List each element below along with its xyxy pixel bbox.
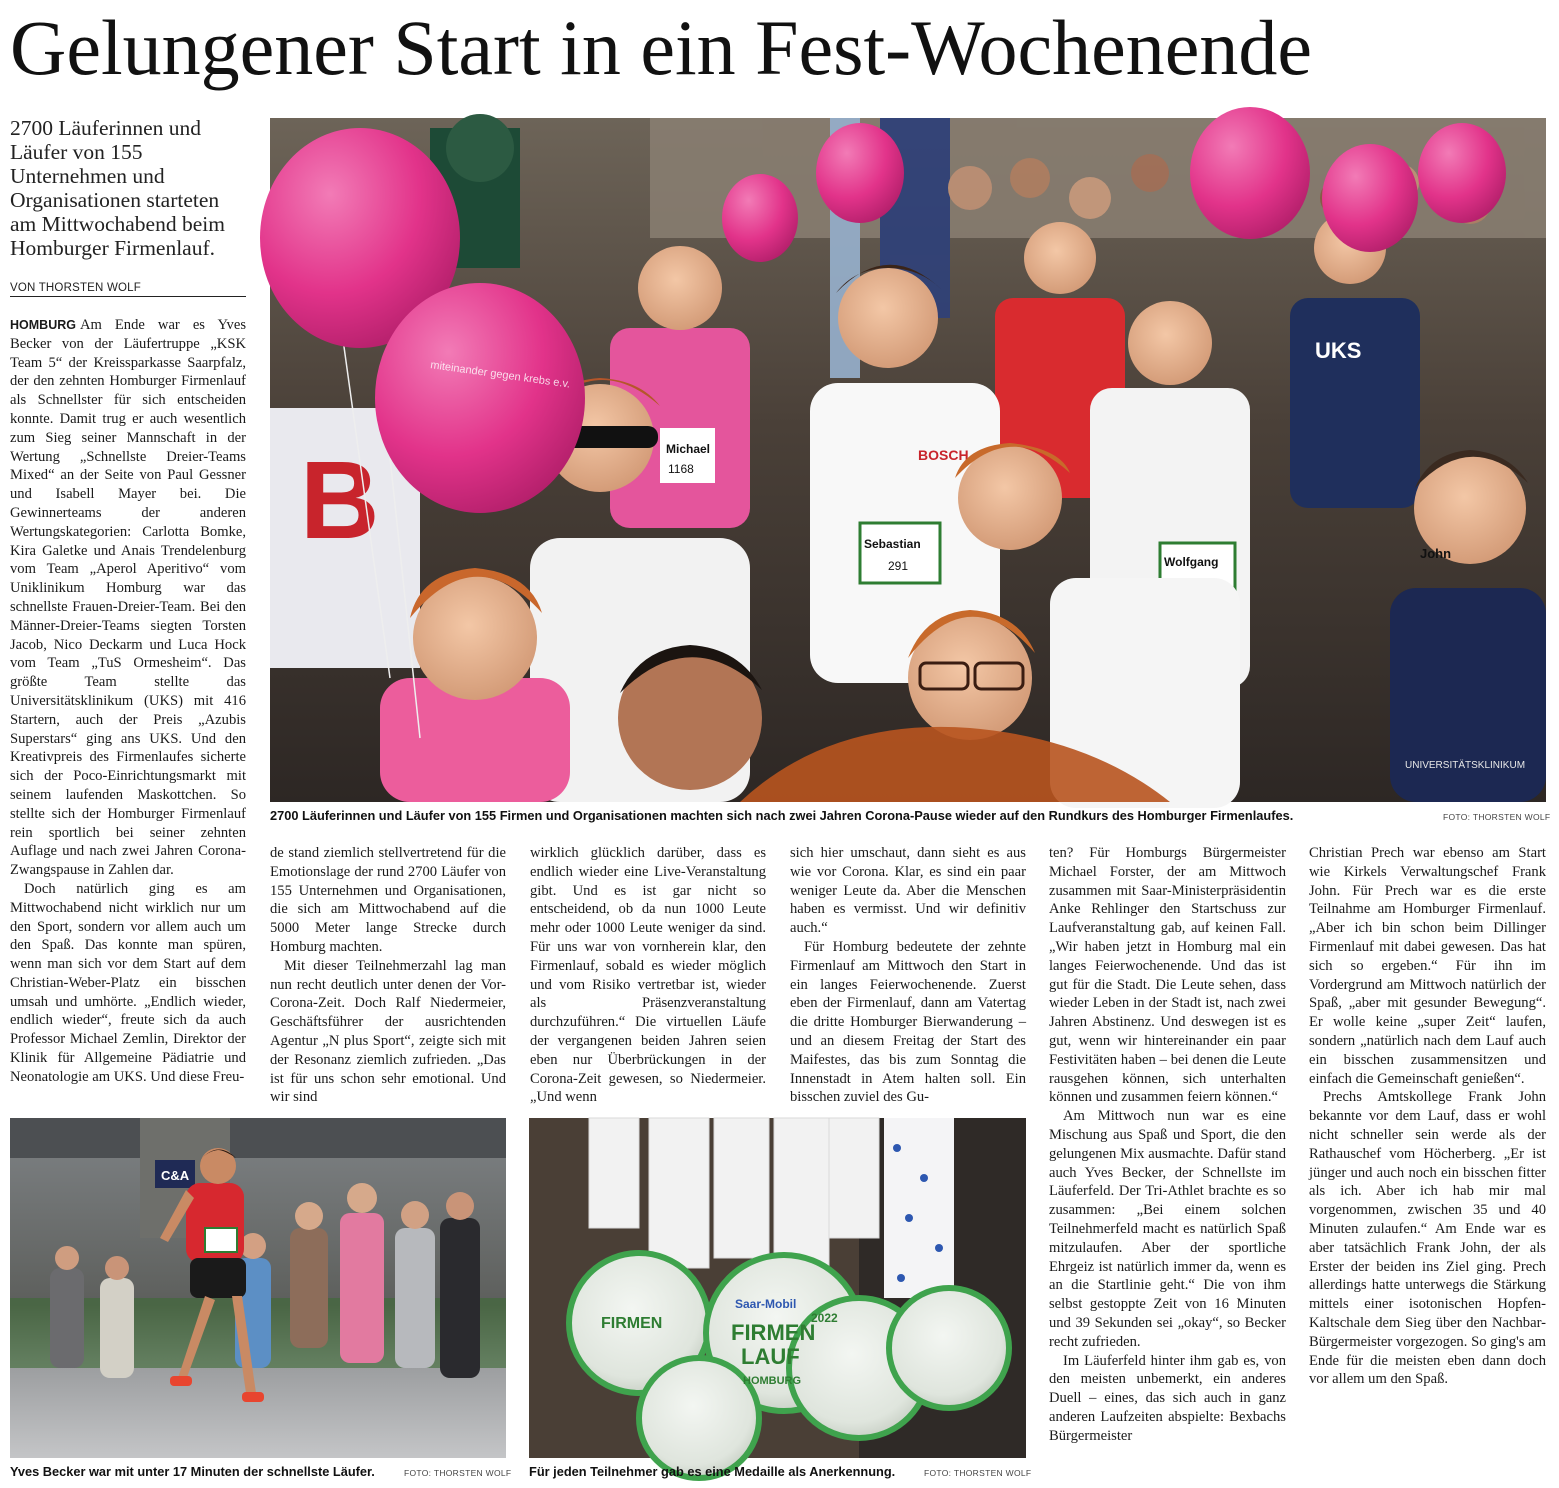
main-photo-caption: 2700 Läuferinnen und Läufer von 155 Firmen und Organisationen machten sich nach zwei Jahren Corona-Pause wieder auf den Rundkurs des Homburger Firmenlaufes. bbox=[270, 808, 1294, 823]
article-column-1 bbox=[10, 316, 246, 1112]
medal-line-1: FIRMEN bbox=[601, 1315, 663, 1332]
shirt-text-bosch: BOSCH bbox=[918, 447, 969, 463]
shirt-text-uni: UNIVERSITÄTSKLINIKUM bbox=[1405, 760, 1526, 771]
bib-name: Michael bbox=[666, 442, 711, 456]
paragraph: Im Läuferfeld hinter ihm gab es, von den meisten unbemerkt, ein anderes Duell – eines, das sich auch in ganz anderen Laufzeiten abspielte: Bexbachs Bürgermeister bbox=[1049, 1352, 1286, 1444]
runner-photo-caption: Yves Becker war mit unter 17 Minuten der schnellste Läufer. bbox=[10, 1464, 375, 1479]
medal-brand: Saar-Mobil bbox=[735, 1297, 797, 1311]
byline: VON THORSTEN WOLF bbox=[10, 282, 246, 297]
runner-photo bbox=[10, 1118, 506, 1458]
headline: Gelungener Start in ein Fest-Wochenende bbox=[10, 4, 1312, 91]
paragraph: Mit dieser Teilnehmerzahl lag man nun recht deutlich unter denen der Vor-Corona-Zeit. Doch Ralf Niedermeier, Geschäftsführer der ausrichtenden Agentur „N plus Sport“, zeigte sich mit der Resonanz ziemlich zufrieden. „Das ist für uns schon sehr emotional. Und wir sind bbox=[270, 957, 506, 1106]
main-photo bbox=[270, 118, 1546, 802]
lead-text: 2700 Läuferinnen und Läufer von 155 Unternehmen und Organisationen starteten am Mittwochabend beim Homburger Firmenlauf. bbox=[10, 116, 225, 260]
medals-photo bbox=[529, 1118, 1026, 1458]
medal-line-2: LAUF bbox=[741, 1344, 800, 1369]
bib-name: John bbox=[1420, 546, 1452, 561]
paragraph: Prechs Amtskollege Frank John bekannte vor dem Lauf, dass er wohl nicht schneller sein werde als der Rathauschef vom Höcherberg. „Er ist jünger und auch noch ein bisschen fitter als ich. Aber ich hab mir mal vorgenommen, zwischen 35 und 40 Minuten zulaufen.“ Am Ende war es aber tatsächlich Frank John, der als Erster der beiden ins Ziel ging. Prech allerdings hatte unterwegs die Stärkung mittels einer isotonischen Hopfen-Kaltschale dem Sieg über den Nachbar-Bürgermeister vorgezogen. So ging's am Ende für die meisten eben dann doch vor allem um den Spaß. bbox=[1309, 1089, 1546, 1388]
main-photo-credit: FOTO: THORSTEN WOLF bbox=[1443, 812, 1551, 822]
banner-text: B bbox=[300, 439, 380, 562]
bib-name: Sebastian bbox=[864, 537, 921, 551]
bib-name: Wolfgang bbox=[1164, 555, 1219, 569]
paragraph: Doch natürlich ging es am Mittwochabend nicht wirklich nur um den Sport, sondern vor allem auch um den Spaß. Das konnte man spüren, wenn man sich vor dem Start auf dem Christian-Weber-Platz ein bisschen umsah und umhörte. „Endlich wieder, endlich wieder“, freute sich da auch Professor Michael Zemlin, Direktor der Klinik für Allgemeine Pädiatrie und Neonatologie am UKS. Und diese Freu- bbox=[10, 880, 246, 1085]
medals-photo-credit: FOTO: THORSTEN WOLF bbox=[924, 1468, 1032, 1478]
bib-number: 291 bbox=[888, 559, 909, 573]
paragraph: Am Mittwoch nun war es eine Mischung aus Spaß und Sport, die den gelungenen Mix ausmachte. Dafür stand auch Yves Becker, der Schnellste im Läuferfeld. Der Tri-Athlet brachte es so zusammen: „Bei einem solchen Teilnehmerfeld macht es natürlich Spaß mitzulaufen. Aber der sportliche Ehrgeiz ist natürlich immer da, wenn es an die Startlinie geht.“ Die von ihm selbst gestoppte Zeit von 16 Minuten und 39 Sekunden sei „okay“, so Becker recht zufrieden. bbox=[1049, 1108, 1286, 1350]
shirt-text-uks: UKS bbox=[1315, 338, 1362, 363]
medal-city: HOMBURG bbox=[743, 1375, 802, 1387]
medal-line-1: FIRMEN bbox=[731, 1320, 816, 1345]
paragraph: Für Homburg bedeutete der zehnte Firmenlauf am Mittwoch den Start in ein langes Feierwochenende. Zuerst eben der Firmenlauf, dann am Vatertag die dritte Homburger Bierwanderung – und an diesem Freitag der Start des Maifestes, das bis zum Sonntag die Innenstadt in Atem halten soll. Ein bisschen zuviel des Gu- bbox=[790, 938, 1026, 1106]
bib-number: 1168 bbox=[668, 462, 694, 476]
article-column-2 bbox=[270, 844, 506, 1106]
medal-year: 2022 bbox=[811, 1311, 838, 1325]
article-column-3 bbox=[530, 844, 766, 1106]
medals-photo-caption: Für jeden Teilnehmer gab es eine Medaille als Anerkennung. bbox=[529, 1464, 896, 1479]
paragraph: ten? Für Homburgs Bürgermeister Michael Forster, der am Mittwoch zusammen mit Saar-Ministerpräsidentin Anke Rehlinger den Startschuss zur Laufveranstaltung gab, auf keinen Fall. „Wir haben jetzt in Homburg mal ein langes Feierwochenende. Und das ist gut für die Stadt. Die Leute sehen, dass wieder Leben in der Stadt ist, nach zwei Jahren Abstinenz. Und deswegen ist es gut, wenn wir hintereinander ein paar Festivitäten haben – bei denen die Leute rausgehen können, sich unterhalten können und zusammen feiern können.“ bbox=[1049, 845, 1286, 1106]
paragraph: de stand ziemlich stellvertretend für die Emotionslage der rund 2700 Läufer von 155 Unternehmen und Organisationen, die sich am Mittwochabend auf die 5000 Meter lange Strecke durch Homburg machten. bbox=[270, 845, 506, 955]
paragraph: sich hier umschaut, dann sieht es aus wie vor Corona. Klar, es sind ein paar weniger Leute da. Aber die Menschen haben es vermisst. Und wir definitiv auch.“ bbox=[790, 845, 1026, 937]
paragraph: Christian Prech war ebenso am Start wie Kirkels Verwaltungschef Frank John. Für Prech war es die erste Teilnahme am Homburger Firmenlauf. „Aber ich bin schon beim Dillinger Firmenlauf mit dabei gewesen. Das hat sich so ergeben.“ Für ihn im Vordergrund am Mittwoch natürlich der Spaß, „aber mit gesunder Bewegung“. Er wolle keine „super Zeit“ laufen, sondern „natürlich nach dem Lauf auch ein bisschen zusammensitzen und einfach die Gemeinschaft genießen“. bbox=[1309, 845, 1546, 1087]
shop-sign: C&A bbox=[161, 1168, 190, 1183]
article-column-4 bbox=[790, 844, 1026, 1106]
dateline: HOMBURG bbox=[10, 318, 76, 332]
article-column-5 bbox=[1049, 844, 1286, 1480]
paragraph: Am Ende war es Yves Becker von der Läufertruppe „KSK Team 5“ der Kreissparkasse Saarpfalz, der den zehnten Homburger Firmenlauf als Schnellster für sich entscheiden konnte. Damit trug er auch wesentlich zum Sieg seiner Mannschaft in der Wertung „Schnellste Dreier-Teams Mixed“ an der Seite von Paul Gessner und Isabell Mayer bei. Die Gewinnerteams der anderen Wertungskategorien: Carlotta Bomke, Kira Galetke und Anais Trendelenburg vom Team „Aperol Aperitivo“ vom Uniklinikum Homburg war das schnellste Frauen-Dreier-Team. Bei den Männer-Dreier-Teams siegten Torsten Jacob, Nico Deckarm und Luca Hock vom Team „TuS Ormesheim“. Das größte Team stellte das Universitätsklinikum (UKS) mit 416 Startern, auch der Preis „Azubis Superstars“ ging ans UKS. Und den Kreativpreis des Firmenlaufes sicherte sich der Poco-Einrichtungsmarkt mit seinem laufenden Maskottchen. So stellte sich der Homburger Firmenlauf rein sportlich bei seiner zehnten Auflage und nach zwei Jahren Corona-Zwangspause in Zahlen dar. bbox=[10, 317, 246, 879]
article-column-6 bbox=[1309, 844, 1546, 1424]
runner-photo-credit: FOTO: THORSTEN WOLF bbox=[404, 1468, 512, 1478]
balloon-text: miteinander gegen krebs e.v. bbox=[429, 359, 571, 391]
paragraph: wirklich glücklich darüber, dass es endlich wieder eine Live-Veranstaltung gibt. Und es ist gar nicht so entscheidend, ob da nun 1000 Leute mehr oder 1000 Leute weniger da sind. Für uns war von vornherein klar, den Firmenlauf, sobald es wieder möglich und vom Risiko vertretbar ist, wieder als Präsenzveranstaltung durchzuführen.“ Die virtuellen Läufe der vergangenen beiden Jahren seien eben nur Überbrückungen in der Corona-Zeit gewesen, so Niedermeier. „Und wenn bbox=[530, 845, 766, 1106]
